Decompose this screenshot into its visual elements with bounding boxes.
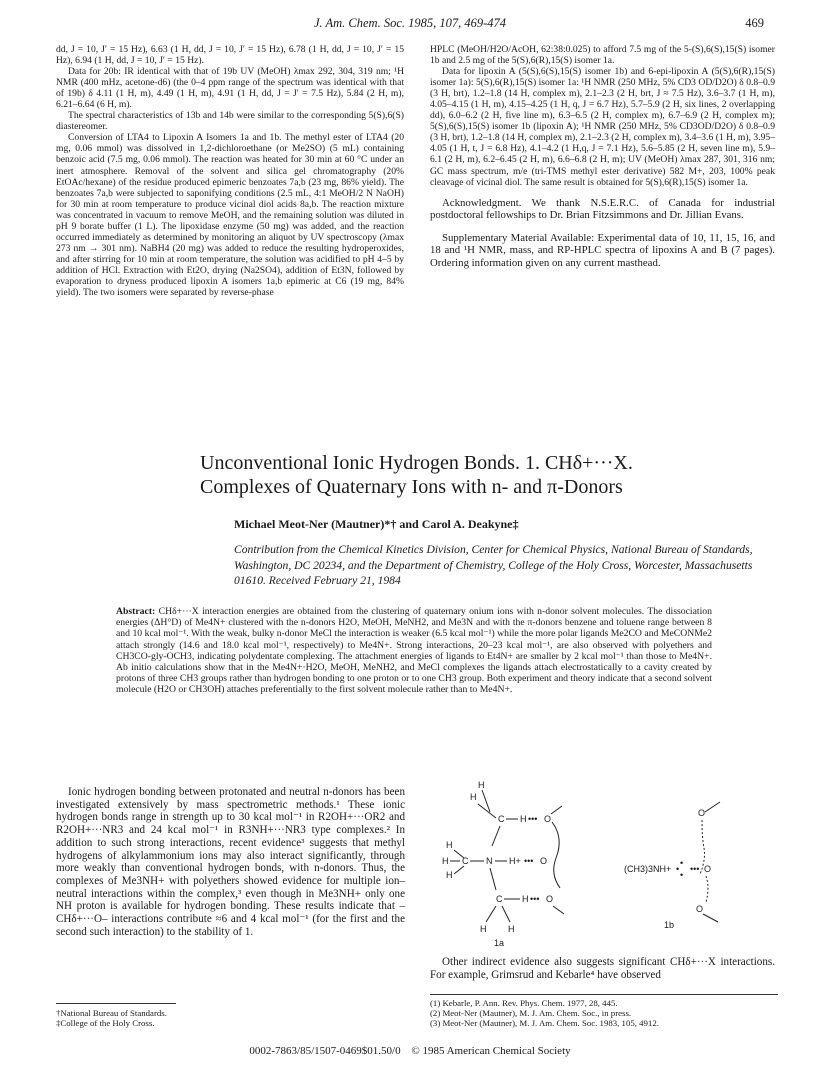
introduction: Ionic hydrogen bonding between protonated and neutral n-donors has been investigated extensively by mass spectrometric methods.¹ These ionic hydrogen bonds range in strength up to 30 kcal mol⁻¹ in R2OH+···OR2 and R2OH+···NR3 and 24 kcal mol⁻¹ in R3NH+···NR3 type complexes.² In addition to such strong interactions, recent evidence³ suggests that methyl hydrogens of alkylammonium ions may also interact significantly, through more weakly than conventional hydrogen bonds, with n-donors. Thus, the complexes of Me3NH+ with polyethers showed evidence for multiple ion–neutral interactions within the complex,³ even though in Me3NH+ only one NH proton is available for hydrogen bonding. These results indicate that –CHδ+···O– interactions contribute ≈6 and 4 kcal mol⁻¹ (for the first and the second such interaction) to the stability of 1. xyxy=(56,786,405,938)
atom-label: H xyxy=(446,840,453,850)
paragraph: Conversion of LTA4 to Lipoxin A Isomers 1a and 1b. The methyl ester of LTA4 (20 mg, 0.06 mmol) was dissolved in 1,2-dichloroethane (or Me2SO) (5 mL) containing benzoic acid (7.5 mg, 0.06 mmol). The reaction was heated for 30 min at 60 °C under an inert atmosphere. Removal of the solvent and silica gel chromatography (20% EtOAc/hexane) of the residue produced epimeric benzoates 7a,b (23 mg, 86% yield). The benzoates 7a,b were subjected to saponifying conditions (2.5 mL, 4:1 MeOH/2 N NaOH) for 30 min at room temperature to produce vicinal diol acids 8a,b. The reaction mixture was concentrated in vacuum to remove MeOH, and the remaining solution was diluted in pH 9 borate buffer (1 L). The lipoxidase enzyme (50 mg) was added, and the reaction occurred immediately as determined by monitoring an aliquot by UV spectroscopy (λmax 273 nm → 301 nm). NaBH4 (20 mg) was added to reduce the resulting hydroperoxides, and after stirring for 10 min at room temperature, the solution was acidified to pH 4–5 by addition of HCl. Extraction with Et2O, drying (Na2SO4), addition of Et3N, followed by evaporation to dryness produced lipoxin A isomers 1a,b epimeric at C6 (19 mg, 84% yield). The two isomers were separated by reverse-phase xyxy=(56,132,404,299)
group-label-1b: (CH3)3NH+ xyxy=(624,864,672,874)
running-header xyxy=(0,16,820,34)
reference: (3) Meot-Ner (Mautner), M. J. Am. Chem. Soc. 1983, 105, 4912. xyxy=(430,1018,659,1029)
left-column-text xyxy=(56,44,404,298)
atom-label: H xyxy=(480,924,487,934)
atom-label: C xyxy=(462,856,469,866)
references xyxy=(430,998,780,1029)
paragraph: The spectral characteristics of 13b and 14b were similar to the corresponding 5(S),6(S) diastereomer. xyxy=(56,110,404,133)
atom-label: O xyxy=(546,894,554,904)
atom-label: O xyxy=(696,904,704,914)
title-line: Unconventional Ionic Hydrogen Bonds. 1. CHδ+···X. xyxy=(200,452,633,474)
atom-label: H xyxy=(442,856,449,866)
article-code: 0002-7863/85/1507-0469$01.50/0 xyxy=(249,1045,401,1057)
atom-label: O xyxy=(540,856,548,866)
atom-label: O xyxy=(698,808,706,818)
abstract-label: Abstract: xyxy=(116,606,156,617)
svg-text:•••: ••• xyxy=(528,814,538,824)
svg-text:•: • xyxy=(680,858,684,868)
abstract xyxy=(116,606,712,696)
atom-label: N xyxy=(486,856,493,866)
atom-label: H+ xyxy=(509,856,521,866)
right-column-text xyxy=(430,44,775,270)
title-line: Complexes of Quaternary Ions with n- and π-Donors xyxy=(200,475,623,498)
paragraph: Data for lipoxin A (5(S),6(S),15(S) isomer 1b) and 6-epi-lipoxin A (5(S),6(R),15(S) isomer 1a): 5(S),6(R),15(S) isomer 1a: ¹H NMR (250 MHz, 5% CD3 OD/D2O) δ 0.8–0.9 (3 H, brt), 1.2–1.8 (14 H, complex m), 2.1–2.3 (2 H, brt, J ≈ 7.5 Hz), 3.6–3.7 (1 H, m), 4.05–4.15 (1 H, m), 4.15–4.25 (1 H, q, J = 6.7 Hz), 5.7–5.9 (2 H, six lines, 2 overlapping dd), 6.0–6.2 (2 H, five line m), 6.3–6.5 (2 H, complex m), 6.7–6.9 (2 H, complex m); 5(S),6(S),15(S) isomer 1b (lipoxin A); ¹H NMR (250 MHz, 5% CD3OD/D2O) δ 0.8–0.9 (3 H, brt), 1.2–1.8 (14 H, complex m), 2.1–2.3 (2 H, complex m), 3.4–3.6 (1 H, m), 3.95–4.05 (1 H, t, J = 6.8 Hz), 4.1–4.2 (1 H,q, J = 7.1 Hz), 5.6–5.85 (2 H, seven line m), 5.9–6.1 (2 H, m), 6.2–6.45 (2 H, m), 6.6–6.8 (2 H, m); UV (MeOH) λmax 287, 301, 316 nm; GC mass spectrum, m/e (tri-TMS methyl ester derivative) 582 M+, 203, 100% peak cleavage of vicinal diol. The same result is obtained for 5(S),6(R),15(S) isomer 1a. xyxy=(430,66,775,188)
author-footnotes xyxy=(56,1008,356,1028)
paragraph: Data for 20b: IR identical with that of 19b UV (MeOH) λmax 292, 304, 319 nm; ¹H NMR (400 mHz, acetone-d6) (the 0–4 ppm range of the spectrum was identical with that of 19b) δ 4.11 (1 H, m), 4.49 (1 H, m), 4.91 (1 H, dd, J = J′ = 7.5 Hz), 5.84 (2 H, m), 6.21–6.64 (6 H, m). xyxy=(56,66,404,111)
supplementary-material: Supplementary Material Available: Experimental data of 10, 11, 15, 16, and 18 and ¹H NMR, mass, and RP-HPLC spectra of lipoxins A and B (7 pages). Ordering information given on any current masthead. xyxy=(430,231,775,269)
paragraph: dd, J = 10, J′ = 15 Hz), 6.63 (1 H, dd, J = 10, J′ = 15 Hz), 6.78 (1 H, dd, J = 10, J′ = 15 Hz), 6.94 (1 H, dd, J = 10, J′ = 15 Hz). xyxy=(56,44,404,67)
paragraph: HPLC (MeOH/H2O/AcOH, 62:38:0.025) to afford 7.5 mg of the 5-(S),6(S),15(S) isomer 1b and 2.5 mg of the 5(S),6(R),15(S) isomer 1a. xyxy=(430,44,775,67)
atom-label: O xyxy=(704,864,712,874)
figure-label-1b: 1b xyxy=(664,920,675,930)
acknowledgment: Acknowledgment. We thank N.S.E.R.C. of Canada for industrial postdoctoral fellowships to Dr. Brian Fitzsimmons and Dr. Jillian Evans. xyxy=(430,196,775,222)
atom-label: H xyxy=(508,924,515,934)
figure-label-1a: 1a xyxy=(494,938,505,948)
page-footer xyxy=(0,1045,820,1057)
atom-label: H xyxy=(520,814,527,824)
journal-citation: J. Am. Chem. Soc. 1985, 107, 469-474 xyxy=(313,16,507,30)
svg-text:•••: ••• xyxy=(524,856,534,866)
atom-label: H xyxy=(522,894,529,904)
footnote: †National Bureau of Standards. xyxy=(56,1008,167,1018)
svg-text:•: • xyxy=(680,870,684,880)
introduction-continued: Other indirect evidence also suggests significant CHδ+···X interactions. For example, Grimsrud and Kebarle⁴ have observed xyxy=(430,956,775,981)
atom-label: C xyxy=(498,814,505,824)
page-number: 469 xyxy=(745,16,764,30)
article-title xyxy=(200,452,800,499)
svg-text:•••: ••• xyxy=(690,864,700,874)
structure-figure xyxy=(440,778,780,948)
reference: (2) Meot-Ner (Mautner), M. J. Am. Chem. Soc., in press. xyxy=(430,1008,632,1019)
references-rule xyxy=(430,994,778,995)
structure-1b xyxy=(624,802,720,930)
atom-label: C xyxy=(496,894,503,904)
affiliation: Contribution from the Chemical Kinetics Division, Center for Chemical Physics, National Bureau of Standards, Washington, DC 20234, and the Department of Chemistry, College of the Holy Cross, Worcester, Massachusetts 01610. Received February 21, 1984 xyxy=(234,543,753,587)
svg-text:•••: ••• xyxy=(530,894,540,904)
atom-label: H xyxy=(470,792,477,802)
atom-label: O xyxy=(544,814,552,824)
footnote: ‡College of the Holy Cross. xyxy=(56,1018,155,1028)
footnote-rule xyxy=(56,1003,176,1004)
copyright: © 1985 American Chemical Society xyxy=(411,1045,571,1057)
authors: Michael Meot-Ner (Mautner)*† and Carol A. Deakyne‡ xyxy=(234,517,519,531)
atom-label: H xyxy=(446,870,453,880)
structure-1a xyxy=(442,780,564,948)
svg-text:•: • xyxy=(676,864,680,874)
reference: (1) Kebarle, P. Ann. Rev. Phys. Chem. 1977, 28, 445. xyxy=(430,998,618,1008)
abstract-text: CHδ+···X interaction energies are obtained from the clustering of quaternary onium ions with n-donor solvent molecules. The dissociation energies (ΔH°D) of Me4N+ clustered with the n-donors H2O, MeOH, MeNH2, and Me3N and with the π-donors benzene and toluene range between 8 and 10 kcal mol⁻¹. With the weak, bulky n-donor MeCl the interaction is weaker (6.5 kcal mol⁻¹) while the more polar ligands Me2CO and MeCONMe2 attach strongly (14.6 and 18.0 kcal mol⁻¹, respectively) to Me4N+. Strong interactions, 20–23 kcal mol⁻¹, are also observed with polyethers and CH3CO-gly-OCH3, indicating polydentate complexing. The attachment energies of ligands to Et4N+ are smaller by 2 kcal mol⁻¹ than those to Me4N+. Ab initio calculations show that in the Me4N+·H2O, MeOH, MeNH2, and MeCl complexes the ligands attach electrostatically to a cavity created by protons of three CH3 groups rather than hydrogen bonding to one proton or to one CH3 group. Both experiment and theory indicate that a second solvent molecule (H2O or CH3OH) attaches preferentially to the first solvent molecule rather than to Me4N+. xyxy=(116,606,712,696)
atom-label: H xyxy=(478,780,485,790)
